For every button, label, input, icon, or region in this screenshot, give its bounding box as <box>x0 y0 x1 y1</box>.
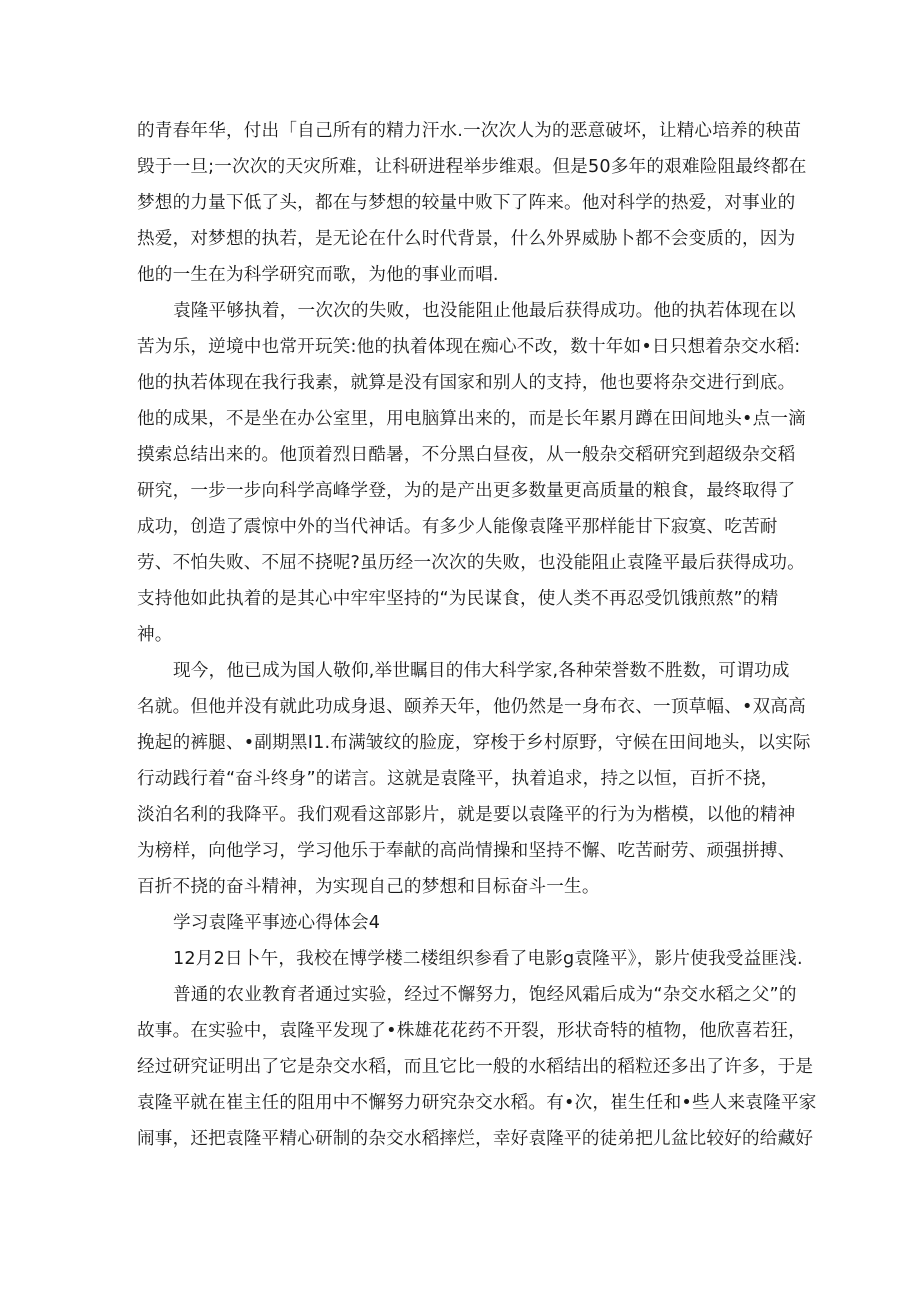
text-line: 挽起的裤腿、•副期黑I1.布满皱纹的脸庞，穿梭于乡村原野，守候在田间地头，以实际 <box>137 733 811 753</box>
paragraph-4 <box>137 941 803 977</box>
text-line: 名就。但他并没有就此功成身退、颐养天年，他仍然是一身布衣、一顶草幅、•双高高 <box>137 697 806 717</box>
paragraph-2 <box>137 293 806 653</box>
text-line: 百折不挠的奋斗精神，为实现自己的梦想和目标奋斗一生。 <box>137 877 600 897</box>
text-line: 成功，创造了震惊中外的当代神话。有多少人能像袁隆平那样能甘下寂寞、吃苦耐 <box>137 517 778 537</box>
paragraph-3 <box>137 653 811 905</box>
text-line: 故事。在实验中，袁隆平发现了•株雄花花药不开裂，形状奇特的植物，他欣喜若狂， <box>137 1021 806 1041</box>
document-body <box>137 113 817 1157</box>
text-line: 热爱，对梦想的执若，是无论在什么时代背景，什么外界威胁卜都不会变质的，因为 <box>137 229 796 249</box>
text-line: 神。 <box>137 625 173 645</box>
section-heading <box>137 905 797 941</box>
text-line: 袁隆平够执着，一次次的失败，也没能阻止他最后获得成功。他的执若体现在以 <box>173 301 796 321</box>
text-line: 毁于一旦;一次次的天灾所难，让科研进程举步维艰。但是50多年的艰难险阻最终都在 <box>137 157 807 177</box>
text-line: 他的一生在为科学研究而歌，为他的事业而唱. <box>137 265 499 285</box>
text-line: 梦想的力量下低了头，都在与梦想的较量中败下了阵来。他对科学的热爱，对事业的 <box>137 193 796 213</box>
text-line: 摸索总结出来的。他顶着烈日酷暑，不分黑白昼夜，从一般杂交稻研究到超级杂交稻 <box>137 445 796 465</box>
text-line: 普通的农业教育者通过实验，经过不懈努力，饱经风霜后成为“杂交水稻之父”的 <box>173 985 797 1005</box>
heading-text: 学习袁隆平事迹心得体会4 <box>173 913 381 933</box>
paragraph-5 <box>137 977 817 1157</box>
text-line: 行动践行着“奋斗终身”的诺言。这就是袁隆平，执着追求，持之以恒，百折不挠， <box>137 769 779 789</box>
text-line: 为榜样，向他学习，学习他乐于奉献的高尚情操和坚持不懈、吃苦耐劳、顽强拼搏、 <box>137 841 796 861</box>
text-line: 他的执若体现在我行我素，就算是没有国家和别人的支持，他也要将杂交进行到底。 <box>137 373 796 393</box>
text-line: 12月2日卜午，我校在博学楼二楼组织参看了电影g袁隆平》，影片使我受益匪浅. <box>173 949 803 969</box>
text-line: 苦为乐，逆境中也常开玩笑:他的执着体现在痴心不改，数十年如•日只想着杂交水稻: <box>137 337 801 357</box>
text-line: 支持他如此执着的是其心中牢牢坚持的“为民谋食，使人类不再忍受饥饿煎熬”的精 <box>137 589 779 609</box>
text-line: 现今，他已成为国人敬仰,举世瞩目的伟大科学家,各种荣誉数不胜数，可谓功成 <box>173 661 790 681</box>
text-line: 研究，一步一步向科学高峰学登，为的是产出更多数量更高质量的粮食，最终取得了 <box>137 481 796 501</box>
text-line: 经过研究证明出了它是杂交水稻，而且它比一般的水稻结出的稻粒还多出了许多，于是 <box>137 1057 814 1077</box>
paragraph-1 <box>137 113 807 293</box>
text-line: 他的成果，不是坐在办公室里，用电脑算出来的，而是长年累月蹲在田间地头•点一滴 <box>137 409 806 429</box>
text-line: 的青春年华，付出「自己所有的精力汗水.一次次人为的恶意破坏，让精心培养的秧苗 <box>137 121 802 141</box>
text-line: 闹事，还把袁隆平精心研制的杂交水稻摔烂，幸好袁隆平的徒弟把儿盆比较好的给藏好 <box>137 1129 814 1149</box>
text-line: 袁隆平就在崔主任的阻用中不懈努力研究杂交水稻。有•次，崔生任和•些人来袁隆平家 <box>137 1093 817 1113</box>
text-line: 劳、不怕失败、不屈不挠呢?虽历经一次次的失败，也没能阻止袁隆平最后获得成功。 <box>137 553 805 573</box>
text-line: 淡泊名利的我降平。我们观看这部影片，就是要以袁隆平的行为为楷模，以他的精神 <box>137 805 796 825</box>
